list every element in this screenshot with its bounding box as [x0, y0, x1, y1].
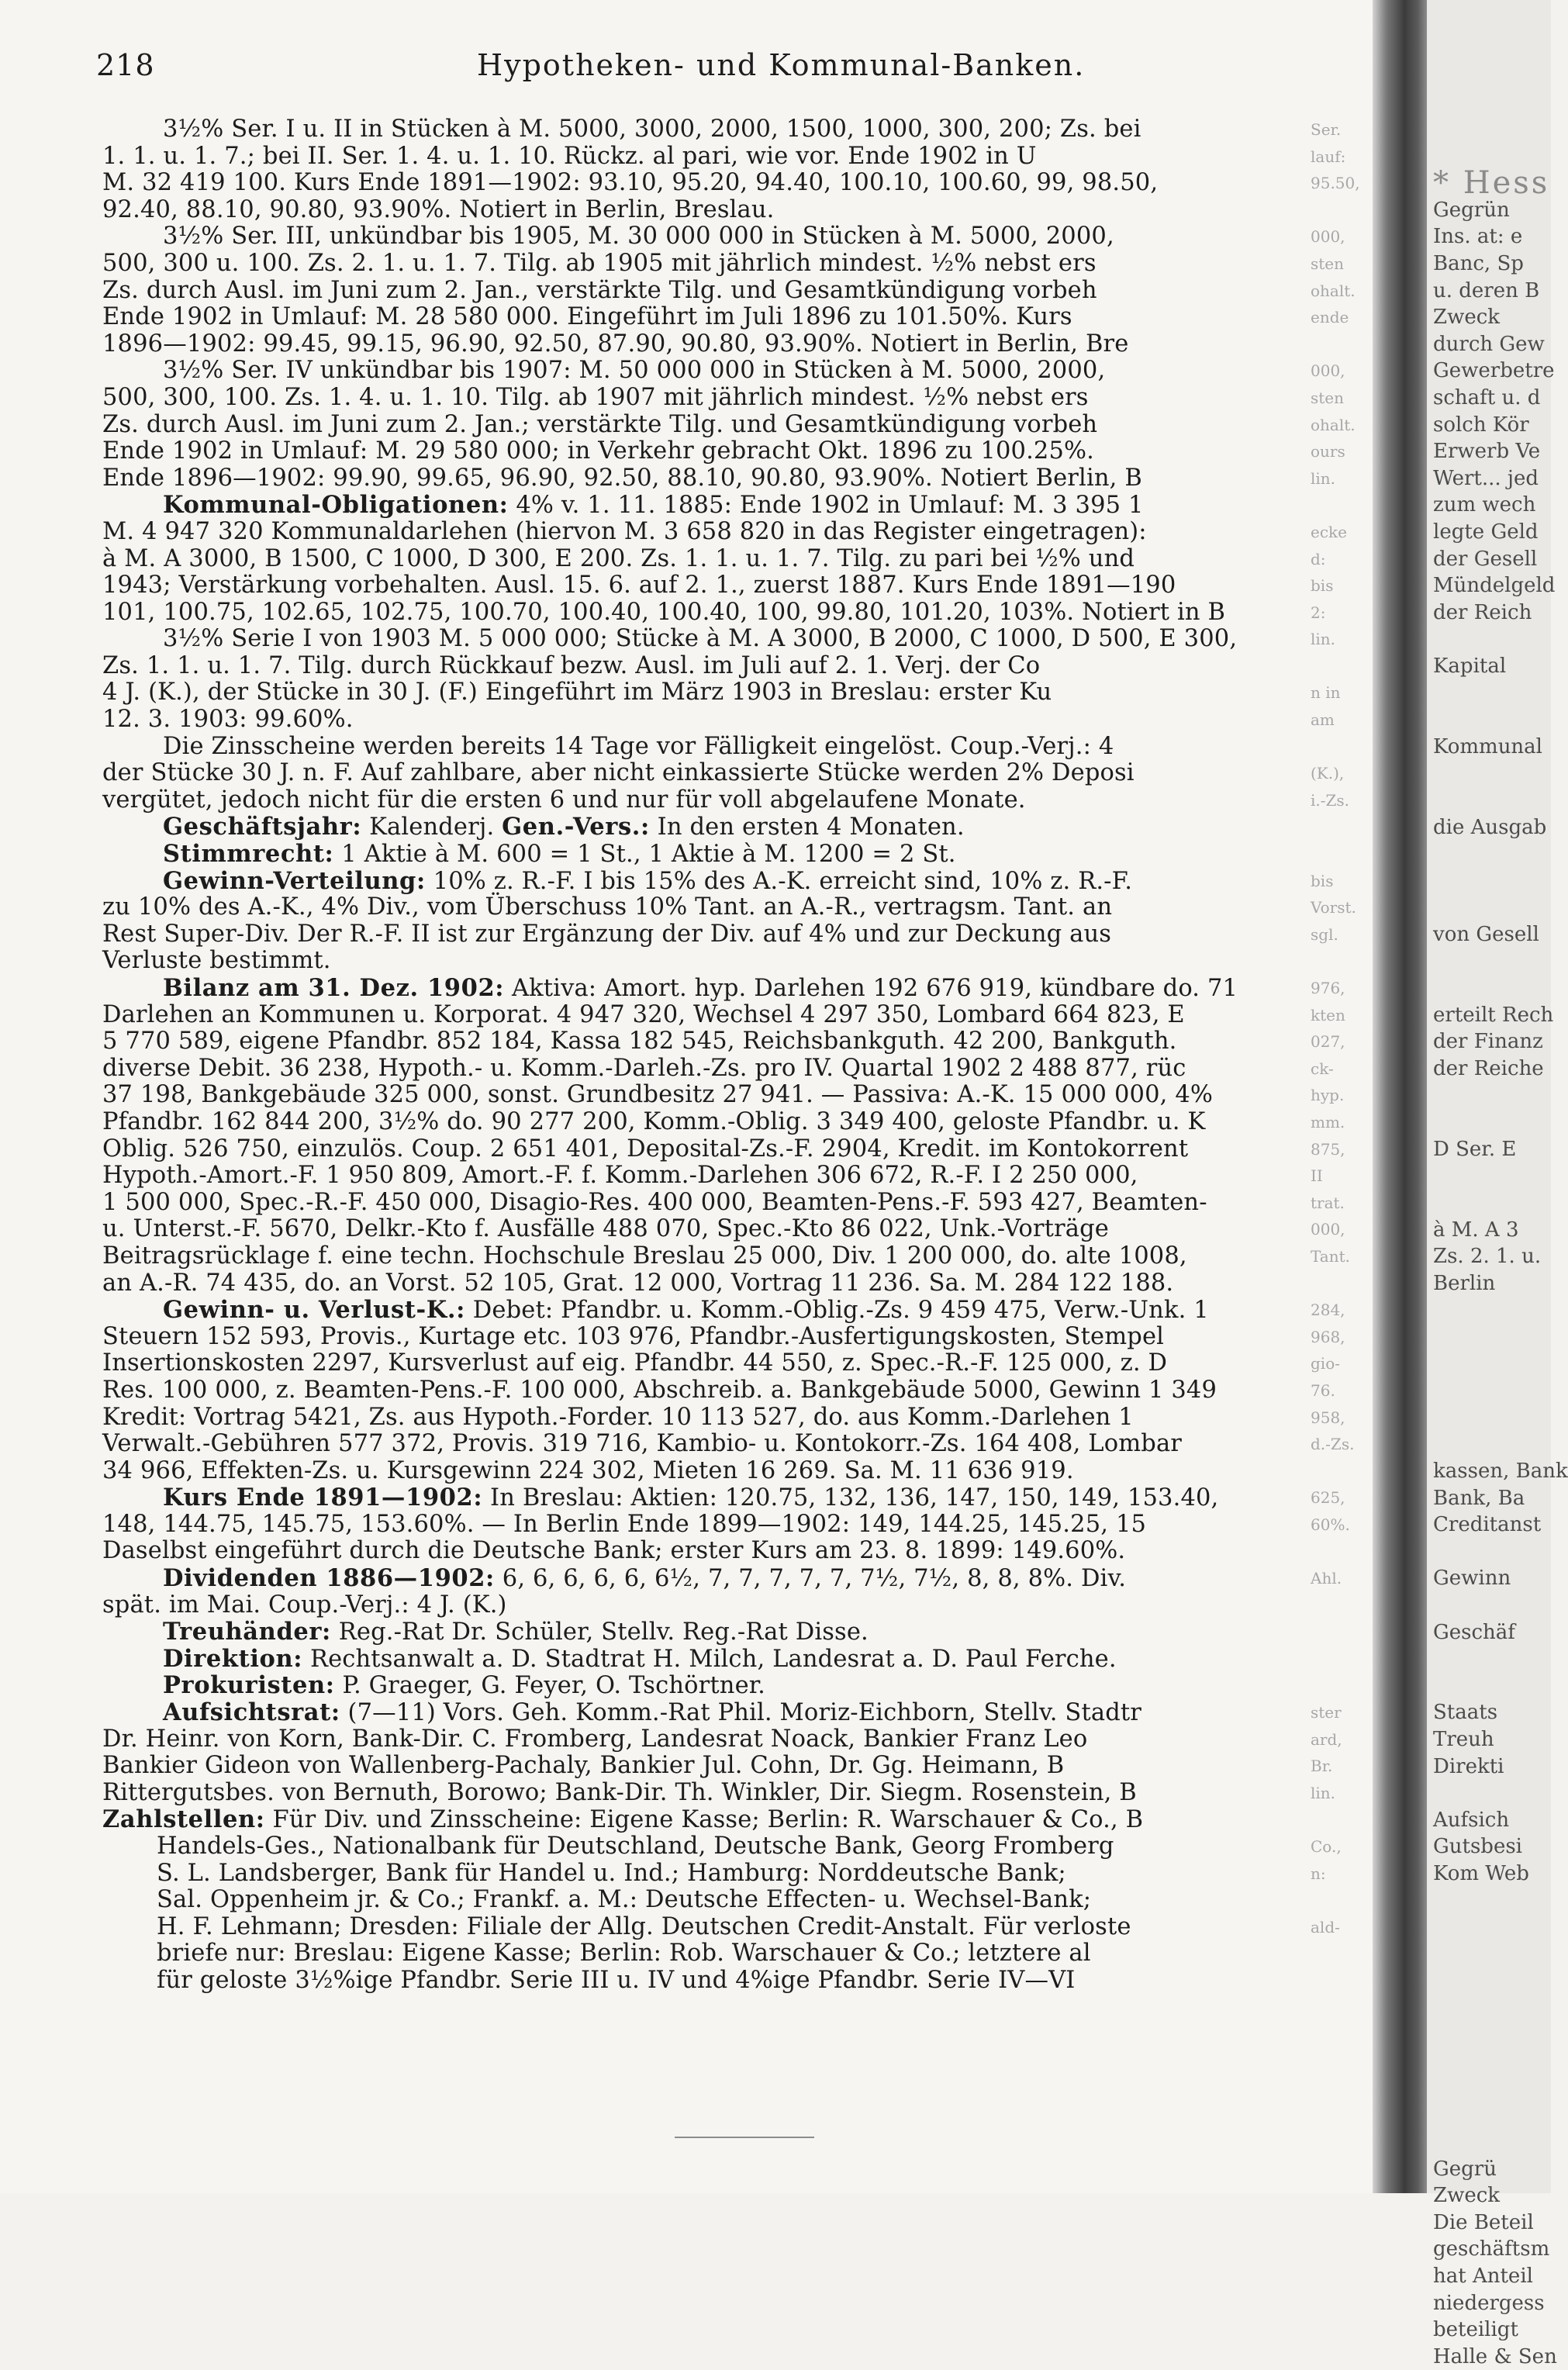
- section-label: Gewinn-Verteilung:: [163, 866, 426, 895]
- line-text: Res. 100 000, z. Beamten-Pens.-F. 100 000, Abschreib. a. Bankgebäude 5000, Gewinn 1 349: [102, 1376, 1217, 1404]
- margin-fragment: ohalt.: [1311, 415, 1356, 434]
- margin-fragment: sten: [1311, 254, 1345, 273]
- text-line: [102, 304, 1297, 331]
- text-line: [102, 948, 1297, 975]
- margin-fragment: gio-: [1311, 1354, 1340, 1373]
- margin-fragment: n:: [1311, 1864, 1326, 1883]
- facing-page-fragment: Geschäf: [1433, 1620, 1515, 1644]
- line-text: 12. 3. 1903: 99.60%.: [102, 706, 354, 734]
- line-text: 1. 1. u. 1. 7.; bei II. Ser. 1. 4. u. 1. 10. Rückz. al pari, wie vor. Ende 1902 in U: [102, 142, 1037, 170]
- margin-fragment: ecke: [1311, 522, 1347, 541]
- line-text: 1 500 000, Spec.-R.-F. 450 000, Disagio-Res. 400 000, Beamten-Pens.-F. 593 427, Beamten-: [102, 1188, 1207, 1216]
- section-label: Aufsichtsrat:: [163, 1698, 340, 1727]
- line-text: der Stücke 30 J. n. F. Auf zahlbare, aber nicht einkassierte Stücke werden 2% Deposi: [102, 759, 1135, 787]
- section-label: Dividenden 1886—1902:: [163, 1564, 495, 1593]
- line-text: Debet: Pfandbr. u. Komm.-Oblig.-Zs. 9 459 475, Verw.-Unk. 1: [465, 1297, 1209, 1325]
- line-text: M. 32 419 100. Kurs Ende 1891—1902: 93.10, 95.20, 94.40, 100.10, 100.60, 99, 98.50,: [102, 169, 1159, 197]
- margin-fragment: 027,: [1311, 1032, 1345, 1052]
- text-line: [102, 1350, 1297, 1377]
- facing-page-fragment: legte Geld: [1433, 520, 1539, 544]
- section-label: Direktion:: [163, 1644, 303, 1673]
- page-number: 218: [96, 48, 155, 82]
- text-line: [102, 1484, 1297, 1511]
- line-text: 1 Aktie à M. 600 = 1 St., 1 Aktie à M. 1200 = 2 St.: [333, 841, 956, 869]
- margin-fragment: 000,: [1311, 227, 1345, 247]
- margin-fragment: 958,: [1311, 1408, 1345, 1427]
- facing-page-fragment: Creditanst: [1433, 1513, 1542, 1537]
- margin-fragment: [1311, 1646, 1373, 1673]
- facing-page-fragment: Halle & Sen: [1433, 2344, 1557, 2368]
- line-text: 3½% Ser. IV unkündbar bis 1907: M. 50 000 000 in Stücken à M. 5000, 2000,: [163, 357, 1106, 385]
- text-line: [102, 1431, 1297, 1458]
- line-text: 1943; Verstärkung vorbehalten. Ausl. 15. 6. auf 2. 1., zuerst 1887. Kurs Ende 1891—190: [102, 572, 1176, 599]
- section-label: Bilanz am 31. Dez. 1902:: [163, 974, 505, 1002]
- margin-fragment: [1311, 1458, 1373, 1485]
- text-line: [102, 1699, 1297, 1726]
- text-line: [102, 814, 1297, 841]
- margin-fragment: [1311, 1592, 1373, 1619]
- line-text: 500, 300 u. 100. Zs. 2. 1. u. 1. 7. Tilg. ab 1905 mit jährlich mindest. ½% nebst ers: [102, 249, 1097, 277]
- line-text: Darlehen an Kommunen u. Korporat. 4 947 320, Wechsel 4 297 350, Lombard 664 823, E: [102, 1000, 1185, 1028]
- line-text: Rechtsanwalt a. D. Stadtrat H. Milch, Landesrat a. D. Paul Ferche.: [302, 1645, 1117, 1673]
- line-text: Aktiva: Amort. hyp. Darlehen 192 676 919, kündbare do. 71: [504, 975, 1238, 1002]
- margin-fragment: [1311, 197, 1373, 224]
- line-text: P. Graeger, G. Feyer, O. Tschörtner.: [334, 1672, 765, 1700]
- margin-fragment: (K.),: [1311, 764, 1345, 783]
- facing-page-fragment: Zweck: [1433, 2184, 1501, 2208]
- margin-fragment: d.-Zs.: [1311, 1435, 1355, 1454]
- facing-page-fragment: Staats: [1433, 1701, 1498, 1725]
- facing-page-fragment: Direkti: [1433, 1754, 1504, 1778]
- line-text: S. L. Landsberger, Bank für Handel u. Ind.; Hamburg: Norddeutsche Bank;: [157, 1859, 1066, 1887]
- line-text: briefe nur: Breslau: Eigene Kasse; Berlin: Rob. Warschauer & Co.; letztere al: [157, 1940, 1091, 1968]
- facing-page-fragment: Erwerb Ve: [1433, 440, 1541, 464]
- text-line: [102, 1216, 1297, 1243]
- line-text: 10% z. R.-F. I bis 15% des A.-K. erreicht sind, 10% z. R.-F.: [425, 867, 1133, 895]
- margin-fragment: [1311, 814, 1373, 841]
- margin-fragment: [1311, 1940, 1373, 1968]
- line-text: Zs. durch Ausl. im Juni zum 2. Jan.; verstärkte Tilg. und Gesamtkündigung vorbeh: [102, 410, 1098, 438]
- section-label: Geschäftsjahr:: [163, 813, 362, 841]
- line-text: (7—11) Vors. Geh. Komm.-Rat Phil. Moriz-Eichborn, Stellv. Stadtr: [340, 1699, 1142, 1727]
- facing-page-fragment: Kom Web: [1433, 1862, 1529, 1885]
- line-text: 34 966, Effekten-Zs. u. Kursgewinn 224 302, Mieten 16 269. Sa. M. 11 636 919.: [102, 1456, 1074, 1484]
- facing-page-fragment: u. deren B: [1433, 278, 1540, 302]
- margin-fragment: sten: [1311, 388, 1345, 407]
- margin-fragment: 000,: [1311, 361, 1345, 381]
- margin-fragment: [1311, 1538, 1373, 1565]
- margin-fragment: n in: [1311, 683, 1341, 703]
- line-text: 148, 144.75, 145.75, 153.60%. — In Berlin Ende 1899—1902: 149, 144.25, 145.25, 15: [102, 1510, 1147, 1538]
- text-line: [102, 1914, 1297, 1941]
- facing-page-fragment: Zweck: [1433, 306, 1501, 330]
- line-text: Bankier Gideon von Wallenberg-Pachaly, Bankier Jul. Cohn, Dr. Gg. Heimann, B: [102, 1752, 1065, 1780]
- line-text: 4 J. (K.), der Stücke in 30 J. (F.) Eingeführt im März 1903 in Breslau: erster Ku: [102, 679, 1052, 707]
- facing-page-fragment: der Reich: [1433, 600, 1532, 624]
- text-line: [102, 116, 1297, 143]
- margin-fragment: Ahl.: [1311, 1569, 1342, 1588]
- facing-page-fragment: Gutsbesi: [1433, 1835, 1522, 1859]
- text-line: [102, 1055, 1297, 1083]
- facing-page-fragment: Berlin: [1433, 1271, 1496, 1295]
- facing-page-fragment: Kapital: [1433, 655, 1507, 678]
- facing-page-fragment: Mündelgeld: [1433, 574, 1556, 598]
- section-label: Zahlstellen:: [102, 1805, 265, 1834]
- line-text: 101, 100.75, 102.65, 102.75, 100.70, 100.40, 100.40, 100, 99.80, 101.20, 103%. Notiert in B: [102, 598, 1226, 626]
- line-text: 3½% Ser. III, unkündbar bis 1905, M. 30 000 000 in Stücken à M. 5000, 2000,: [163, 223, 1114, 250]
- facing-page-fragment: geschäftsm: [1433, 2237, 1550, 2261]
- facing-page-fragment: Gewerbetre: [1433, 359, 1555, 383]
- text-line: [102, 1538, 1297, 1565]
- facing-page-fragment: der Gesell: [1433, 547, 1538, 571]
- facing-page-fragment: erteilt Rech: [1433, 1003, 1554, 1027]
- line-text: 5 770 589, eigene Pfandbr. 852 184, Kassa 182 545, Reichsbankguth. 42 200, Bankguth.: [102, 1028, 1177, 1055]
- text-line: [102, 841, 1297, 868]
- text-line: [102, 1404, 1297, 1432]
- facing-page-fragment: Banc, Sp: [1433, 252, 1524, 275]
- line-text: In Breslau: Aktien: 120.75, 132, 136, 147, 150, 149, 153.40,: [482, 1484, 1219, 1512]
- text-line: [102, 278, 1297, 305]
- facing-page-fragment: der Reiche: [1433, 1057, 1544, 1080]
- margin-fragment: [1311, 331, 1373, 358]
- margin-fragment: Br.: [1311, 1757, 1333, 1776]
- margin-fragment: Co.,: [1311, 1837, 1342, 1856]
- section-label: Kommunal-Obligationen:: [163, 491, 509, 520]
- section-label: Kurs Ende 1891—1902:: [163, 1484, 483, 1512]
- facing-page-fragment: niedergess: [1433, 2291, 1545, 2315]
- text-line: [102, 1190, 1297, 1217]
- text-line: [102, 921, 1297, 948]
- text-line: [102, 707, 1297, 734]
- margin-fragment: 2:: [1311, 603, 1326, 622]
- facing-page-fragment: Die Beteil: [1433, 2210, 1534, 2234]
- line-text: H. F. Lehmann; Dresden: Filiale der Allg. Deutschen Credit-Anstalt. Für verloste: [157, 1912, 1131, 1940]
- text-line: [102, 1136, 1297, 1163]
- margin-fragment: d:: [1311, 549, 1326, 568]
- line-text: Kalenderj.: [361, 814, 503, 841]
- line-text: M. 4 947 320 Kommunaldarlehen (hiervon M. 3 658 820 in das Register eingetragen):: [102, 517, 1147, 545]
- text-line: [102, 385, 1297, 412]
- text-line: [102, 170, 1297, 197]
- facing-page-fragment: solch Kör: [1433, 413, 1529, 437]
- line-text: für geloste 3½%ige Pfandbr. Serie III u. IV und 4%ige Pfandbr. Serie IV—VI: [157, 1966, 1076, 1994]
- line-text: u. Unterst.-F. 5670, Delkr.-Kto f. Ausfälle 488 070, Spec.-Kto 86 022, Unk.-Vorträge: [102, 1215, 1109, 1243]
- text-line: [102, 679, 1297, 707]
- line-text: 3½% Serie I von 1903 M. 5 000 000; Stücke à M. A 3000, B 2000, C 1000, D 500, E 300,: [163, 625, 1238, 653]
- facing-page-fragment: Gewinn: [1433, 1567, 1511, 1591]
- text-line: [102, 1565, 1297, 1592]
- text-line: [102, 250, 1297, 278]
- line-text: Verluste bestimmt.: [102, 947, 331, 975]
- line-text: Die Zinsscheine werden bereits 14 Tage vor Fälligkeit eingelöst. Coup.-Verj.: 4: [163, 732, 1114, 760]
- page-header: [93, 48, 1303, 87]
- margin-fragment: ald-: [1311, 1917, 1340, 1936]
- facing-page-fragment: Gegrü: [1433, 2157, 1497, 2181]
- margin-fragment: 76.: [1311, 1380, 1335, 1400]
- line-text: 37 198, Bankgebäude 325 000, sonst. Grundbesitz 27 941. — Passiva: A.-K. 15 000 000, 4%: [102, 1081, 1213, 1109]
- facing-page-fragment: Wert... jed: [1433, 466, 1539, 490]
- margin-fragment: ster: [1311, 1703, 1342, 1722]
- line-text: Handels-Ges., Nationalbank für Deutschland, Deutsche Bank, Georg Fromberg: [157, 1833, 1114, 1860]
- line-text: 92.40, 88.10, 90.80, 93.90%. Notiert in Berlin, Breslau.: [102, 195, 775, 223]
- facing-page-fragment: D Ser. E: [1433, 1137, 1517, 1161]
- line-text: vergütet, jedoch nicht für die ersten 6 und nur für voll abgelaufene Monate.: [102, 786, 1026, 814]
- margin-fragment: II: [1311, 1166, 1323, 1186]
- text-line: [102, 1082, 1297, 1109]
- text-line: [102, 1109, 1297, 1136]
- body-text: [102, 116, 1297, 1995]
- margin-fragment: ard,: [1311, 1729, 1342, 1749]
- margin-fragment: 95.50,: [1311, 174, 1360, 193]
- facing-page-fragment: Zs. 2. 1. u.: [1433, 1245, 1542, 1269]
- line-text: à M. A 3000, B 1500, C 1000, D 300, E 200. Zs. 1. 1. u. 1. 7. Tilg. zu pari bei ½% und: [102, 544, 1135, 572]
- text-line: [102, 1672, 1297, 1699]
- facing-page-fragment: Kommunal: [1433, 734, 1542, 758]
- line-text: spät. im Mai. Coup.-Verj.: 4 J. (K.): [102, 1591, 507, 1619]
- line-text: In den ersten 4 Monaten.: [649, 814, 965, 841]
- text-line: [102, 787, 1297, 814]
- text-line: [102, 653, 1297, 680]
- facing-page-fragment: hat Anteil: [1433, 2265, 1533, 2288]
- margin-fragment: kten: [1311, 1005, 1345, 1024]
- line-text: Steuern 152 593, Provis., Kurtage etc. 103 976, Pfandbr.-Ausfertigungskosten, Stempel: [102, 1322, 1165, 1350]
- facing-page-fragment: à M. A 3: [1433, 1218, 1519, 1242]
- section-label: Treuhänder:: [163, 1618, 331, 1646]
- text-line: [102, 1753, 1297, 1780]
- margin-fragment: 60%.: [1311, 1515, 1350, 1534]
- text-line: [102, 1324, 1297, 1351]
- facing-page-fragment: Aufsich: [1433, 1808, 1510, 1832]
- facing-page-fragment: schaft u. d: [1433, 386, 1541, 409]
- line-text: 6, 6, 6, 6, 6, 6½, 7, 7, 7, 7, 7, 7½, 7½, 8, 8, 8%. Div.: [494, 1565, 1127, 1593]
- line-text: Zs. 1. 1. u. 1. 7. Tilg. durch Rückkauf bezw. Ausl. im Juli auf 2. 1. Verj. der Co: [102, 651, 1041, 679]
- text-line: [102, 223, 1297, 250]
- text-line: [102, 599, 1297, 627]
- margin-fragment: [1311, 841, 1373, 868]
- margin-fragment: ende: [1311, 308, 1349, 327]
- text-line: [102, 975, 1297, 1002]
- line-text: Für Div. und Zinsscheine: Eigene Kasse; Berlin: R. Warschauer & Co., B: [264, 1806, 1144, 1834]
- text-line: [102, 519, 1297, 546]
- line-text: Rest Super-Div. Der R.-F. II ist zur Ergänzung der Div. auf 4% und zur Deckung aus: [102, 920, 1112, 948]
- facing-page-fragment: beteiligt: [1433, 2318, 1518, 2342]
- margin-fragment: [1311, 948, 1373, 975]
- line-text: zu 10% des A.-K., 4% Div., vom Überschuss 10% Tant. an A.-R., vertragsm. Tant. an: [102, 893, 1113, 921]
- text-line: [102, 1458, 1297, 1485]
- margin-fragment: [1311, 492, 1373, 519]
- margin-fragment: lauf:: [1311, 147, 1346, 166]
- line-text: Kredit: Vortrag 5421, Zs. aus Hypoth.-Forder. 10 113 527, do. aus Komm.-Darlehen 1: [102, 1403, 1134, 1431]
- margin-fragment: [1311, 1619, 1373, 1646]
- text-line: [102, 1806, 1297, 1833]
- facing-page-fragment: durch Gew: [1433, 332, 1545, 356]
- line-text: Sal. Oppenheim jr. & Co.; Frankf. a. M.: Deutsche Effecten- u. Wechsel-Bank;: [157, 1886, 1092, 1914]
- line-text: 500, 300, 100. Zs. 1. 4. u. 1. 10. Tilg. ab 1907 mit jährlich mindest. ½% nebst ers: [102, 383, 1089, 411]
- margin-fragment: lin.: [1311, 1783, 1336, 1802]
- margin-fragment: ohalt.: [1311, 281, 1356, 300]
- facing-page-fragment: Gegrün: [1433, 198, 1510, 222]
- margin-fragment: Tant.: [1311, 1246, 1350, 1266]
- text-line: [102, 572, 1297, 599]
- margin-fragment: [1311, 734, 1373, 761]
- section-label: Prokuristen:: [163, 1671, 335, 1700]
- text-line: [102, 1968, 1297, 1995]
- section-label: Stimmrecht:: [163, 840, 334, 869]
- text-line: [102, 197, 1297, 224]
- text-line: [102, 1297, 1297, 1324]
- text-line: [102, 1726, 1297, 1753]
- margin-fragment: sgl.: [1311, 924, 1338, 944]
- margin-fragment: 968,: [1311, 1327, 1345, 1346]
- section-label: Gen.-Vers.:: [502, 813, 650, 841]
- margin-fragment: ours: [1311, 442, 1345, 461]
- margin-fragment: bis: [1311, 576, 1334, 596]
- line-text: Ende 1902 in Umlauf: M. 29 580 000; in Verkehr gebracht Okt. 1896 zu 100.25%.: [102, 437, 1095, 465]
- facing-page-fragment: kassen, Bank: [1433, 1460, 1568, 1483]
- text-line: [102, 760, 1297, 787]
- margin-fragment: 976,: [1311, 979, 1345, 997]
- running-head: Hypotheken- und Kommunal-Banken.: [477, 48, 1086, 82]
- margin-fragment: 000,: [1311, 1220, 1345, 1239]
- margin-fragment: i.-Zs.: [1311, 790, 1350, 810]
- text-line: [102, 465, 1297, 492]
- facing-page-fragment: der Finanz: [1433, 1030, 1543, 1054]
- facing-page-fragment: von Gesell: [1433, 923, 1539, 946]
- facing-page-fragment: die Ausgab: [1433, 815, 1547, 839]
- text-line: [102, 1833, 1297, 1860]
- facing-page-fragment: * Hess: [1433, 165, 1550, 202]
- text-line: [102, 492, 1297, 519]
- text-line: [102, 1780, 1297, 1807]
- line-text: 3½% Ser. I u. II in Stücken à M. 5000, 3000, 2000, 1500, 1000, 300, 200; Zs. bei: [163, 116, 1141, 143]
- margin-fragment: 284,: [1311, 1301, 1345, 1320]
- binding-gutter: [1373, 0, 1404, 2193]
- line-text: Reg.-Rat Dr. Schüler, Stellv. Reg.-Rat Disse.: [330, 1619, 869, 1646]
- margin-fragment: trat.: [1311, 1193, 1345, 1212]
- line-text: Beitragsrücklage f. eine techn. Hochschule Breslau 25 000, Div. 1 200 000, do. alte 1008,: [102, 1242, 1187, 1270]
- footer-rule: [675, 2137, 814, 2138]
- line-text: Insertionskosten 2297, Kursverlust auf eig. Pfandbr. 44 550, z. Spec.-R.-F. 125 000, z. D: [102, 1349, 1168, 1377]
- text-line: [102, 1163, 1297, 1190]
- margin-fragment: ck-: [1311, 1059, 1334, 1078]
- line-text: Rittergutsbes. von Bernuth, Borowo; Bank-Dir. Th. Winkler, Dir. Siegm. Rosenstein, B: [102, 1778, 1137, 1806]
- text-line: [102, 143, 1297, 171]
- line-text: Zs. durch Ausl. im Juni zum 2. Jan., verstärkte Tilg. und Gesamtkündigung vorbeh: [102, 276, 1097, 304]
- line-text: Ende 1902 in Umlauf: M. 28 580 000. Eingeführt im Juli 1896 zu 101.50%. Kurs: [102, 303, 1072, 331]
- margin-fragment: [1311, 1968, 1373, 1995]
- margin-fragment: Vorst.: [1311, 898, 1356, 917]
- margin-bleed-text: [1311, 116, 1373, 2133]
- line-text: Daselbst eingeführt durch die Deutsche Bank; erster Kurs am 23. 8. 1899: 149.60%.: [102, 1537, 1126, 1565]
- line-text: Dr. Heinr. von Korn, Bank-Dir. C. Fromberg, Landesrat Noack, Bankier Franz Leo: [102, 1725, 1088, 1753]
- text-line: [102, 358, 1297, 385]
- text-line: [102, 412, 1297, 439]
- line-text: Pfandbr. 162 844 200, 3½% do. 90 277 200, Komm.-Oblig. 3 349 400, geloste Pfandbr. u. K: [102, 1107, 1206, 1135]
- margin-fragment: [1311, 1270, 1373, 1297]
- line-text: 1896—1902: 99.45, 99.15, 96.90, 92.50, 87.90, 90.80, 93.90%. Notiert in Berlin, Bre: [102, 330, 1129, 358]
- text-line: [102, 1002, 1297, 1029]
- text-line: [102, 894, 1297, 921]
- line-text: Ende 1896—1902: 99.90, 99.65, 96.90, 92.50, 88.10, 90.80, 93.90%. Notiert Berlin, B: [102, 464, 1142, 492]
- margin-fragment: Ser.: [1311, 120, 1342, 139]
- line-text: Verwalt.-Gebühren 577 372, Provis. 319 716, Kambio- u. Kontokorr.-Zs. 164 408, Lombar: [102, 1430, 1183, 1458]
- text-line: [102, 626, 1297, 653]
- text-line: [102, 1511, 1297, 1539]
- text-line: [102, 1887, 1297, 1914]
- margin-fragment: mm.: [1311, 1112, 1345, 1131]
- margin-fragment: 625,: [1311, 1488, 1345, 1508]
- margin-fragment: [1311, 1806, 1373, 1833]
- margin-fragment: bis: [1311, 871, 1334, 890]
- line-text: an A.-R. 74 435, do. an Vorst. 52 105, Grat. 12 000, Vortrag 11 236. Sa. M. 284 122 188.: [102, 1269, 1174, 1297]
- margin-fragment: 875,: [1311, 1139, 1345, 1159]
- text-line: [102, 734, 1297, 761]
- facing-page-fragment: Ins. at: e: [1433, 225, 1523, 249]
- facing-page-fragment: zum wech: [1433, 493, 1536, 517]
- line-text: diverse Debit. 36 238, Hypoth.- u. Komm.-Darleh.-Zs. pro IV. Quartal 1902 2 488 877, rüc: [102, 1054, 1186, 1082]
- margin-fragment: [1311, 1672, 1373, 1699]
- margin-fragment: lin.: [1311, 630, 1336, 649]
- text-line: [102, 868, 1297, 895]
- text-line: [102, 1619, 1297, 1646]
- text-line: [102, 1940, 1297, 1968]
- section-label: Gewinn- u. Verlust-K.:: [163, 1296, 465, 1325]
- text-line: [102, 438, 1297, 465]
- facing-page-fragment: Bank, Ba: [1433, 1486, 1525, 1510]
- text-line: [102, 546, 1297, 573]
- text-line: [102, 1243, 1297, 1270]
- text-line: [102, 1592, 1297, 1619]
- margin-fragment: lin.: [1311, 468, 1336, 488]
- book-spine: [1404, 0, 1427, 2193]
- facing-page-edge: [1427, 0, 1568, 2368]
- line-text: 4% v. 1. 11. 1885: Ende 1902 in Umlauf: M. 3 395 1: [508, 492, 1144, 520]
- margin-fragment: hyp.: [1311, 1086, 1345, 1105]
- line-text: Hypoth.-Amort.-F. 1 950 809, Amort.-F. f. Komm.-Darlehen 306 672, R.-F. I 2 250 000,: [102, 1162, 1138, 1190]
- text-line: [102, 1646, 1297, 1673]
- margin-fragment: [1311, 1887, 1373, 1914]
- text-line: [102, 1270, 1297, 1297]
- margin-fragment: [1311, 653, 1373, 680]
- text-line: [102, 1028, 1297, 1055]
- line-text: Oblig. 526 750, einzulös. Coup. 2 651 401, Deposital-Zs.-F. 2904, Kredit. im Kontokorrent: [102, 1135, 1189, 1163]
- margin-fragment: am: [1311, 710, 1335, 730]
- text-line: [102, 331, 1297, 358]
- text-line: [102, 1377, 1297, 1404]
- facing-page-fragment: Treuh: [1433, 1728, 1494, 1751]
- text-line: [102, 1860, 1297, 1888]
